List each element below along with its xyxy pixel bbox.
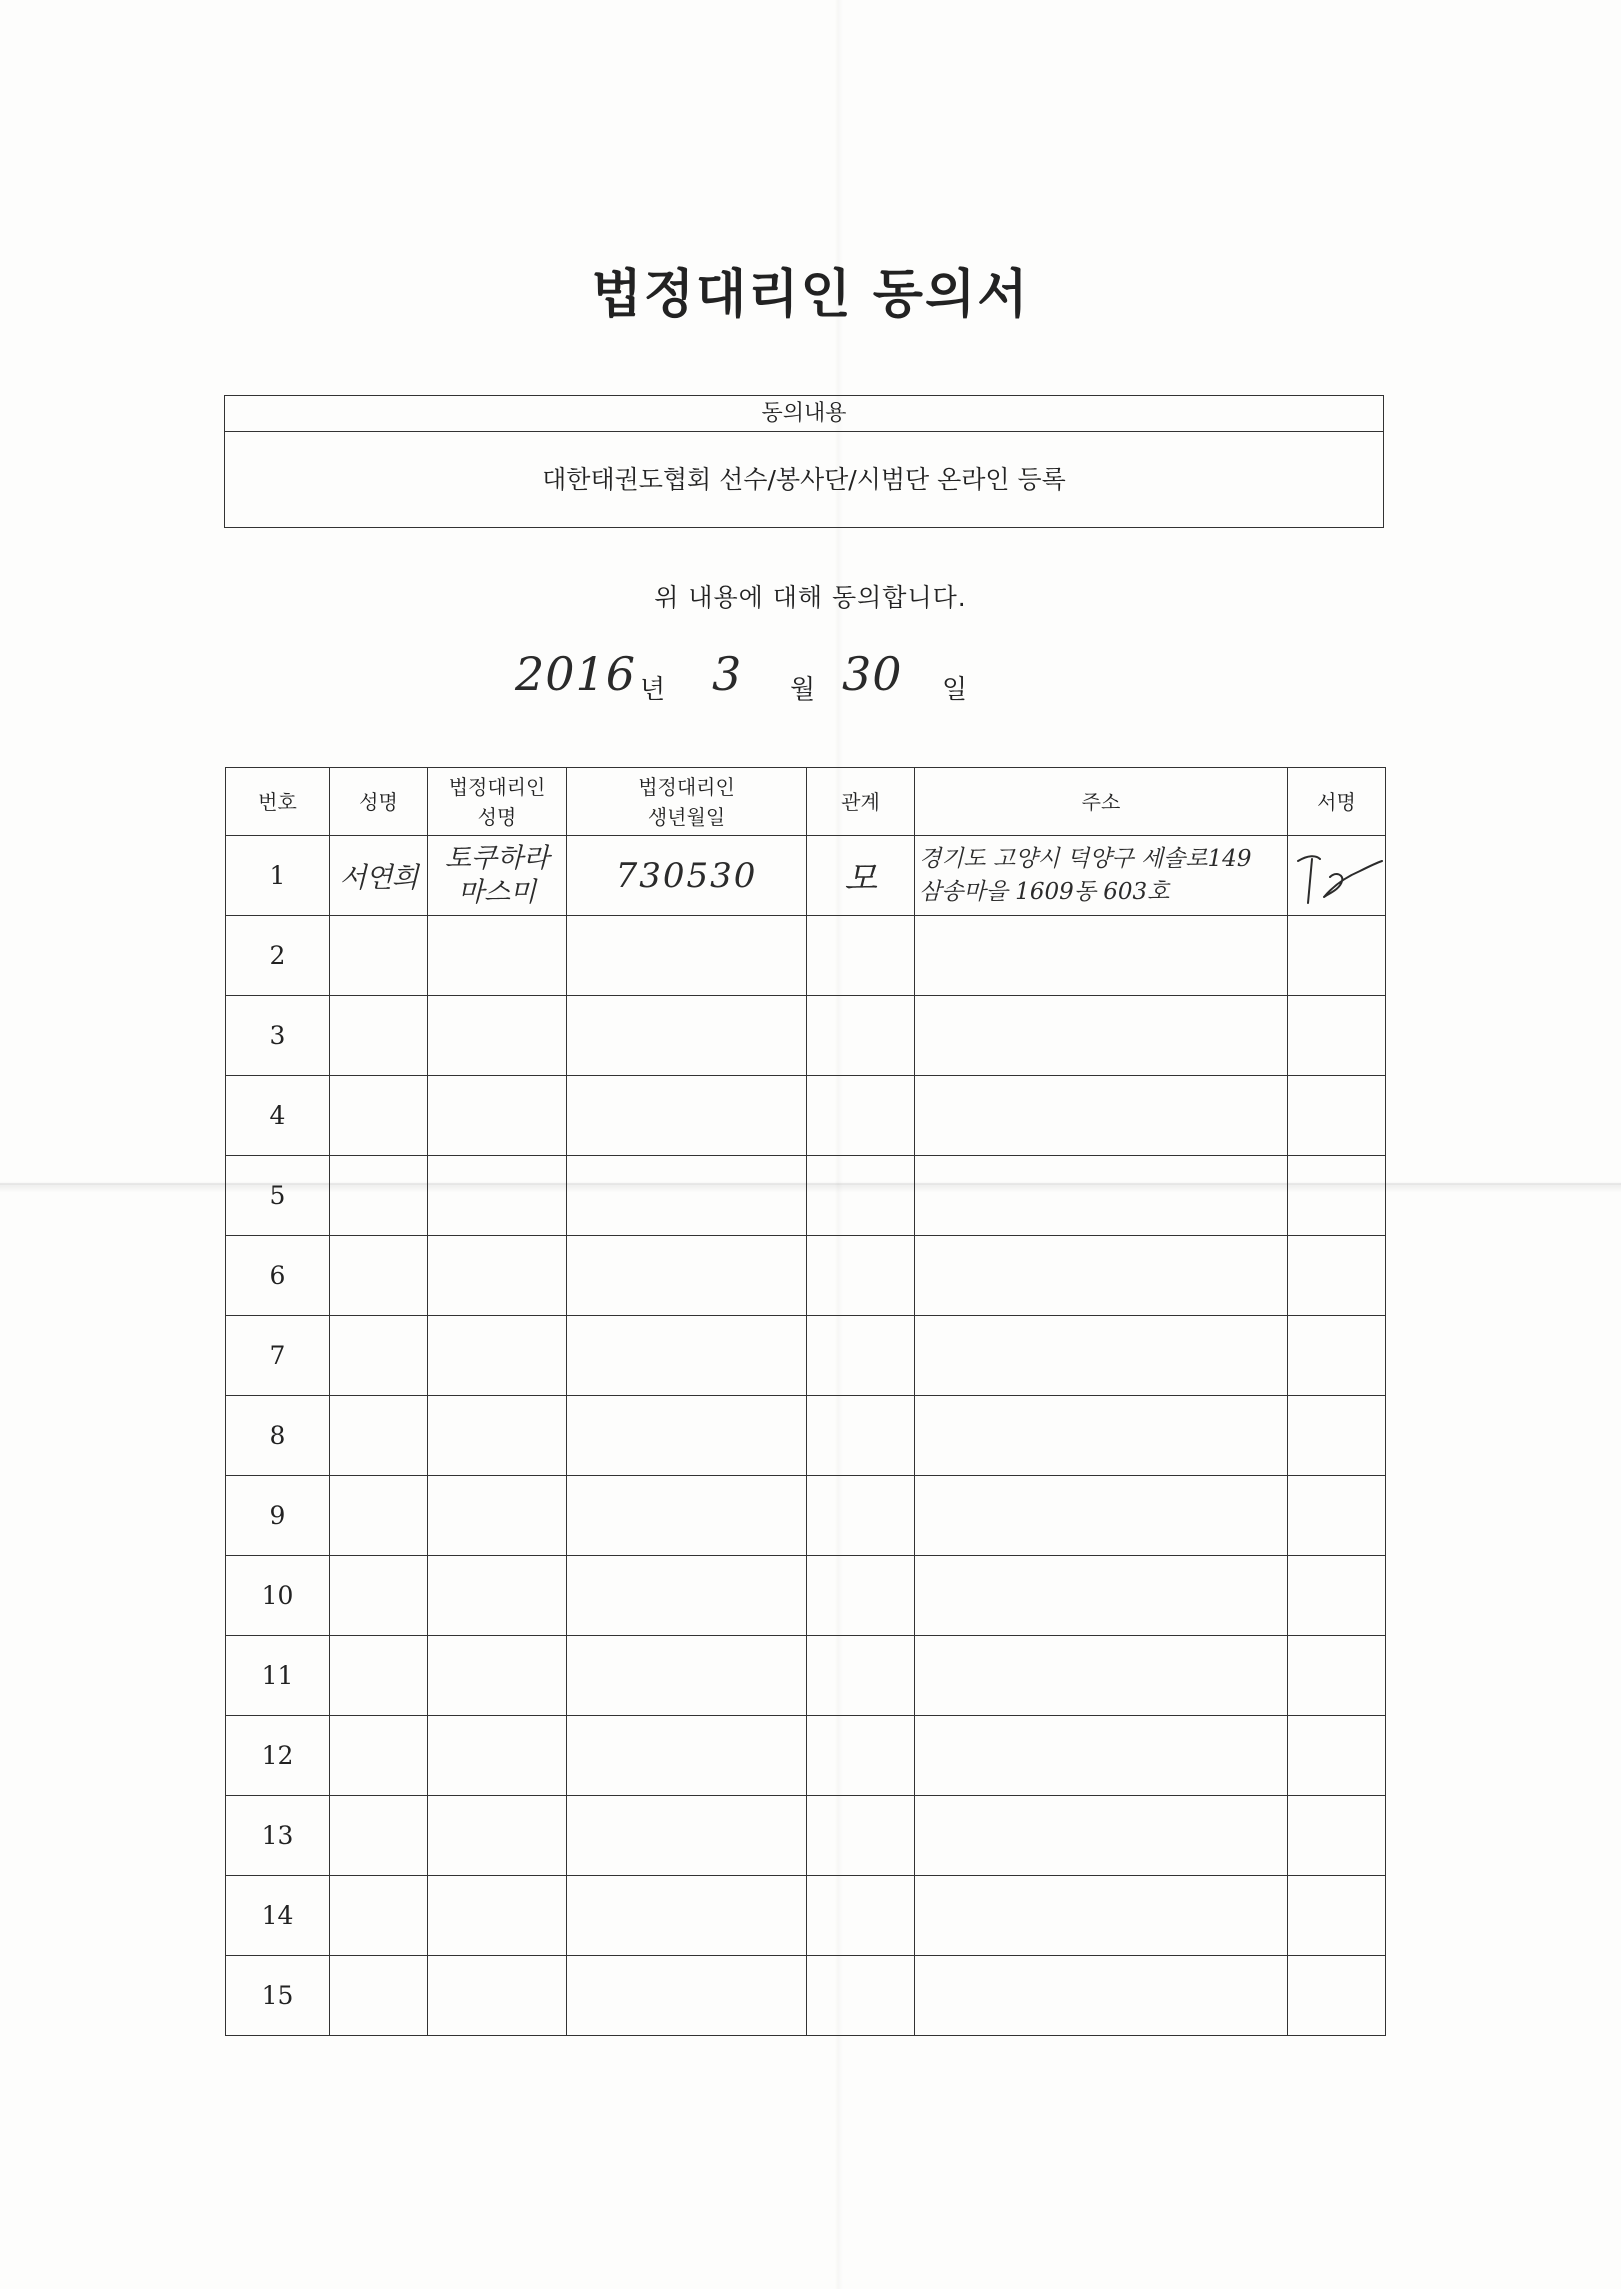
row-relation (807, 1556, 915, 1636)
row-relation (807, 1396, 915, 1476)
date-month-unit: 월 (790, 675, 816, 705)
row-address (915, 1396, 1288, 1476)
row-no: 10 (226, 1556, 330, 1636)
date-day: 30 (842, 647, 903, 701)
row-no: 13 (226, 1796, 330, 1876)
row-guardian-name (428, 1396, 567, 1476)
row-relation (807, 916, 915, 996)
date-year: 2016 (515, 647, 637, 701)
row-name (330, 916, 428, 996)
row-name (330, 1236, 428, 1316)
row-guardian-name (428, 1956, 567, 2036)
row-no: 14 (226, 1876, 330, 1956)
row-address (915, 1476, 1288, 1556)
row-guardian-birth (567, 1956, 807, 2036)
row-name (330, 1156, 428, 1236)
row-guardian-birth (567, 1716, 807, 1796)
handwritten-address-line2: 삼송마을 1609동 603호 (919, 878, 1170, 905)
header-name: 성명 (330, 768, 428, 836)
row-signature (1288, 1236, 1386, 1316)
row-guardian-name (428, 836, 567, 916)
header-relation: 관계 (807, 768, 915, 836)
table-row (226, 1636, 1386, 1716)
row-address (915, 1236, 1288, 1316)
table-row (226, 916, 1386, 996)
consent-box (224, 395, 1384, 528)
table-row (226, 1476, 1386, 1556)
row-guardian-birth (567, 1156, 807, 1236)
row-guardian-birth (567, 1796, 807, 1876)
handwritten-guardian-name-line1: 토쿠하라 (444, 842, 550, 874)
row-name (330, 1476, 428, 1556)
row-signature (1288, 1076, 1386, 1156)
row-guardian-birth (567, 996, 807, 1076)
row-guardian-birth (567, 1076, 807, 1156)
row-name (330, 1316, 428, 1396)
row-no: 11 (226, 1636, 330, 1716)
row-guardian-name (428, 1316, 567, 1396)
header-guardian-birth-line1: 법정대리인 (638, 774, 735, 799)
signature-mark (1290, 841, 1384, 911)
row-no: 4 (226, 1076, 330, 1156)
row-guardian-name (428, 1476, 567, 1556)
row-signature (1288, 1636, 1386, 1716)
date-month: 3 (712, 647, 743, 701)
row-name (330, 1956, 428, 2036)
consent-header: 동의내용 (225, 396, 1383, 432)
row-relation (807, 1236, 915, 1316)
header-address: 주소 (915, 768, 1288, 836)
row-no: 9 (226, 1476, 330, 1556)
row-guardian-name (428, 1156, 567, 1236)
header-guardian-name-line2: 성명 (477, 804, 517, 829)
row-no: 1 (226, 836, 330, 916)
header-guardian-name-line1: 법정대리인 (448, 774, 546, 799)
row-relation (807, 1876, 915, 1956)
date-day-unit: 일 (942, 675, 968, 705)
date-year-unit: 년 (640, 675, 666, 705)
consent-body: 대한태권도협회 선수/봉사단/시범단 온라인 등록 (542, 465, 1066, 494)
row-guardian-name (428, 1876, 567, 1956)
row-guardian-name (428, 916, 567, 996)
row-guardian-birth (567, 1236, 807, 1316)
table-row (226, 1236, 1386, 1316)
row-name (330, 1716, 428, 1796)
header-guardian-name (428, 768, 567, 836)
row-guardian-birth (567, 1876, 807, 1956)
row-guardian-birth (567, 916, 807, 996)
row-signature (1288, 1316, 1386, 1396)
row-address (915, 1716, 1288, 1796)
row-signature (1288, 1956, 1386, 2036)
row-signature (1288, 1556, 1386, 1636)
row-address (915, 1636, 1288, 1716)
row-guardian-birth (567, 836, 807, 916)
row-guardian-name (428, 1076, 567, 1156)
row-no: 15 (226, 1956, 330, 2036)
row-name (330, 836, 428, 916)
row-signature (1288, 1476, 1386, 1556)
guardian-table (225, 767, 1386, 2036)
row-name (330, 1876, 428, 1956)
row-address (915, 836, 1288, 916)
row-address (915, 1076, 1288, 1156)
row-no: 5 (226, 1156, 330, 1236)
row-name (330, 1796, 428, 1876)
table-row (226, 1876, 1386, 1956)
row-no: 12 (226, 1716, 330, 1796)
row-signature (1288, 1156, 1386, 1236)
header-guardian-birth (567, 768, 807, 836)
row-no: 7 (226, 1316, 330, 1396)
row-guardian-birth (567, 1476, 807, 1556)
handwritten-address-line1: 경기도 고양시 덕양구 세솔로149 (919, 845, 1252, 872)
row-name (330, 1556, 428, 1636)
row-signature (1288, 996, 1386, 1076)
row-signature (1288, 916, 1386, 996)
agree-statement: 위 내용에 대해 동의합니다. (654, 583, 967, 612)
row-signature (1288, 1716, 1386, 1796)
table-row (226, 836, 1386, 916)
row-guardian-birth (567, 1556, 807, 1636)
row-name (330, 1076, 428, 1156)
row-address (915, 1796, 1288, 1876)
row-guardian-name (428, 1796, 567, 1876)
row-name (330, 996, 428, 1076)
row-relation (807, 996, 915, 1076)
row-no: 6 (226, 1236, 330, 1316)
row-signature (1288, 1796, 1386, 1876)
table-row (226, 1076, 1386, 1156)
row-guardian-name (428, 1636, 567, 1716)
row-guardian-name (428, 1556, 567, 1636)
row-address (915, 1876, 1288, 1956)
handwritten-guardian-birth: 730530 (615, 855, 758, 896)
row-relation (807, 1156, 915, 1236)
row-no: 3 (226, 996, 330, 1076)
row-guardian-name (428, 996, 567, 1076)
row-no: 2 (226, 916, 330, 996)
date-line (0, 647, 1621, 715)
row-address (915, 1556, 1288, 1636)
row-relation (807, 1796, 915, 1876)
row-address (915, 1956, 1288, 2036)
row-address (915, 996, 1288, 1076)
row-address (915, 916, 1288, 996)
handwritten-guardian-name-line2: 마스미 (457, 876, 537, 908)
table-row (226, 1956, 1386, 2036)
table-row (226, 1156, 1386, 1236)
row-signature (1288, 836, 1386, 916)
row-guardian-name (428, 1236, 567, 1316)
header-no: 번호 (226, 768, 330, 836)
document-title: 법정대리인 동의서 (591, 265, 1030, 325)
row-guardian-birth (567, 1396, 807, 1476)
row-signature (1288, 1396, 1386, 1476)
handwritten-relation: 모 (844, 859, 877, 899)
row-relation (807, 1476, 915, 1556)
row-guardian-name (428, 1716, 567, 1796)
row-guardian-birth (567, 1316, 807, 1396)
table-row (226, 1396, 1386, 1476)
table-row (226, 1556, 1386, 1636)
row-address (915, 1156, 1288, 1236)
row-relation (807, 836, 915, 916)
row-relation (807, 1316, 915, 1396)
row-relation (807, 1636, 915, 1716)
row-no: 8 (226, 1396, 330, 1476)
row-relation (807, 1956, 915, 2036)
row-address (915, 1316, 1288, 1396)
row-name (330, 1396, 428, 1476)
header-signature: 서명 (1288, 768, 1386, 836)
table-row (226, 996, 1386, 1076)
table-header-row (226, 768, 1386, 836)
row-guardian-birth (567, 1636, 807, 1716)
row-relation (807, 1716, 915, 1796)
row-signature (1288, 1876, 1386, 1956)
table-row (226, 1796, 1386, 1876)
row-name (330, 1636, 428, 1716)
table-row (226, 1316, 1386, 1396)
handwritten-name: 서연희 (339, 860, 418, 894)
header-guardian-birth-line2: 생년월일 (647, 804, 726, 829)
table-row (226, 1716, 1386, 1796)
row-relation (807, 1076, 915, 1156)
